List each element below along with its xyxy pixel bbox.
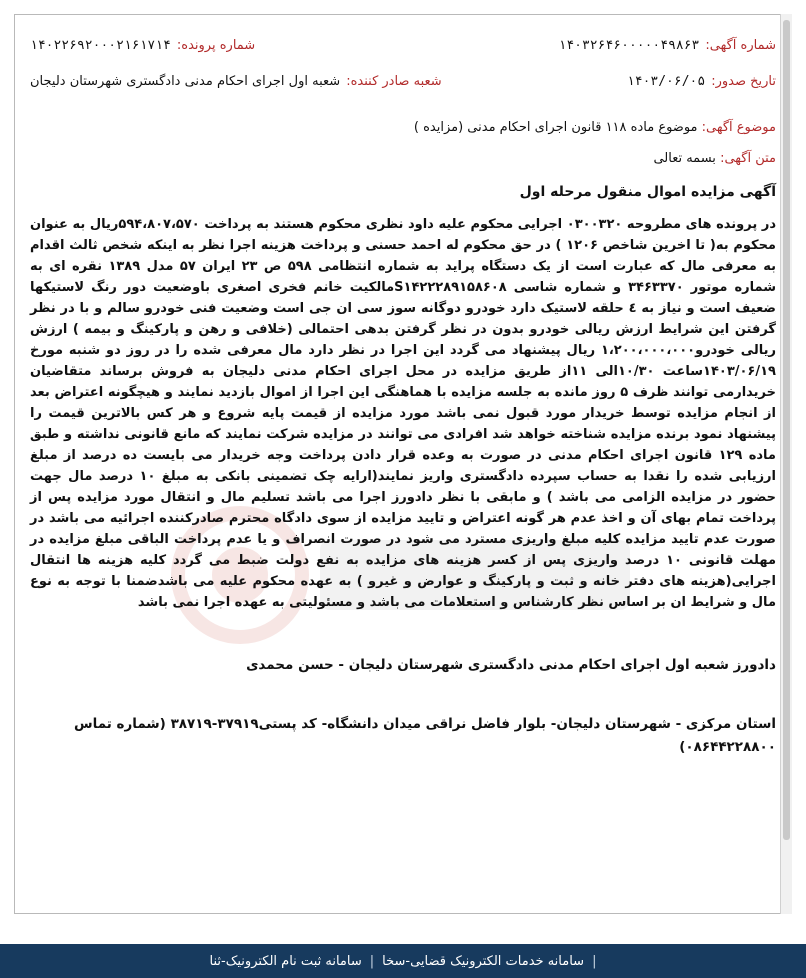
issue-date-cell: [627, 72, 776, 92]
subject-value: موضوع ماده ۱۱۸ قانون اجرای احکام مدنی (مزایده ): [413, 120, 698, 135]
issuer-cell: [30, 72, 442, 92]
text-field: [30, 151, 776, 166]
meta-row-numbers: [30, 36, 776, 56]
footer-link-sakha[interactable]: سامانه خدمات الکترونیک قضایی-سخا: [382, 953, 585, 969]
scrollbar-thumb[interactable]: [783, 20, 790, 840]
file-number-label: شماره پرونده:: [176, 38, 256, 53]
vertical-scrollbar[interactable]: [780, 14, 792, 914]
subject-field: [30, 120, 776, 135]
issuer: شعبه اول اجرای احکام مدنی دادگستری شهرستان دلیجان: [30, 74, 341, 89]
subject-label: موضوع آگهی:: [701, 120, 776, 135]
text-intro: بسمه تعالی: [653, 151, 716, 166]
footer-separator-1: |: [592, 953, 597, 969]
file-number: ۱۴۰۲۲۶۹۲۰۰۰۲۱۶۱۷۱۴: [30, 38, 171, 53]
notice-number-cell: [559, 36, 777, 56]
signature: دادورز شعبه اول اجرای احکام مدنی دادگستری شهرستان دلیجان - حسن محمدی: [246, 657, 776, 673]
meta-row-date-issuer: [30, 72, 776, 92]
issue-date: ۱۴۰۳/۰۶/۰۵: [626, 74, 706, 89]
notice-content: [30, 20, 776, 759]
address: استان مرکزی - شهرستان دلیجان- بلوار فاضل نراقی میدان دانشگاه- کد پستی۳۷۹۱۹-۳۸۷۱۹ (شماره تماس ۰۸۶۴۴۲۲۸۸۰۰): [74, 716, 776, 755]
notice-number-label: شماره آگهی:: [705, 38, 776, 53]
issuer-label: شعبه صادر کننده:: [346, 74, 442, 89]
footer-separator-2: |: [369, 953, 375, 969]
footer-link-sana[interactable]: سامانه ثبت نام الکترونیک-ثنا: [209, 953, 362, 969]
notice-number: ۱۴۰۳۲۶۴۶۰۰۰۰۰۴۹۸۶۳: [558, 38, 700, 53]
text-label: متن آگهی:: [720, 151, 776, 166]
file-number-cell: [30, 36, 255, 56]
issue-date-label: تاریخ صدور:: [711, 74, 776, 89]
footer-bar: [0, 944, 806, 978]
notice-heading: آگهی مزایده اموال منقول مرحله اول: [519, 184, 776, 200]
notice-body: در پرونده های مطروحه ۰۳۰۰۳۲۰ اجرایی محکوم علیه داود نظری محکوم هستند به پرداخت ۵۹۴،۸۰۷،۵۷۰ریال به عنوان محکوم به( تا اخرین شاخص ۱۲۰۶ ) در حق محکوم له احمد حسنی و پرداخت هزینه اجرا نظر به اینکه شخص ثالث اقدام به معرفی مال که عبارت است از یک دستگاه پراید به شماره انتظامی ۵۹۸ ص ۲۳ ایران ۵۷ مدل ۱۳۸۹ نقره ای به شماره موتور ۳۴۶۳۳۷۰ و شماره شاسی S۱۴۲۲۲۸۹۱۵۸۶۰۸مالکیت خانم فخری اصغری باوضعیت دور رنگ لاستیکها ضعیف است و نیاز به ٤ حلقه لاستیک دارد خودرو دوگانه سوز سی ان جی است وضعیت فنی خودرو سالم و با در نظر گرفتن این شرایط ارزش ریالی خودرو بدون در نظر گرفتن بدهی احتمالی (خلافی و رهن و پارکینگ و بیمه ) ارزش ریالی خودرو۱،۲۰۰،۰۰۰،۰۰۰ ریال پیشنهاد می گردد این اجرا در نظر دارد مال معرفی شده را در روز دو شنبه مورخ ۱۴۰۳/۰۶/۱۹ساعت ۱۰/۳۰الی ۱۱از طریق مزایده در محل اجرای احکام مدنی دلیجان به فروش برساند متقاضیان خریدارمی توانند ظرف ۵ روز مانده به جلسه مزایده با هماهنگی این اجرا از اموال بازدید نمایند و هیچگونه اعتراض بعد از انجام مزایده توسط خریدار مورد قبول نمی باشد مورد مزایده از قیمت پایه شروع و هر کس بالاترین قیمت را پیشنهاد نمود برنده مزایده شناخته خواهد شد افرادی می توانند در مزایده شرکت نمایند که مانع قانونی نداشته و طبق ماده ۱۲۹ قانون اجرای احکام مدنی در صورت به وعده قرار دادن پرداخت وجه خریدار می بایست ده درصد از مبلغ ارزیابی شده را نقدا به حساب سپرده دادگستری واریز نمایند(ارایه چک تضمینی بانکی به مبلغ ۱۰ درصد مال جهت حضور در مزایده الزامی می باشد ) و مابقی با نظر دادورز اجرا می باشد تسلیم مال و انتقال مورد مزایده پس از پرداخت تمام بهای آن و اخذ عدم هر گونه اعتراض و تایید مزایده از سوی دادگاه محترم صادرکننده اجرائیه می باشد در صورت عدم تایید مزایده کلیه مبلغ واریزی مسترد می شود در صورت انصراف و یا عدم پرداخت الباقی مبلغ مزایده در مهلت قانونی ۱۰ درصد واریزی پس از کسر هزینه های مزایده به نفع دولت ضبط می گردد کلیه هزینه ها انتقال اجرایی(هزینه های دفتر خانه و ثبت و پارکینگ و عوارض و غیرو ) به عهده محکوم علیه می باشدضمنا با توجه به نوع مال و شرایط ان بر اساس نظر کارشناس و استعلامات می باشد و مسئولیتی به عهده اجرا نمی باشد: [30, 217, 777, 610]
